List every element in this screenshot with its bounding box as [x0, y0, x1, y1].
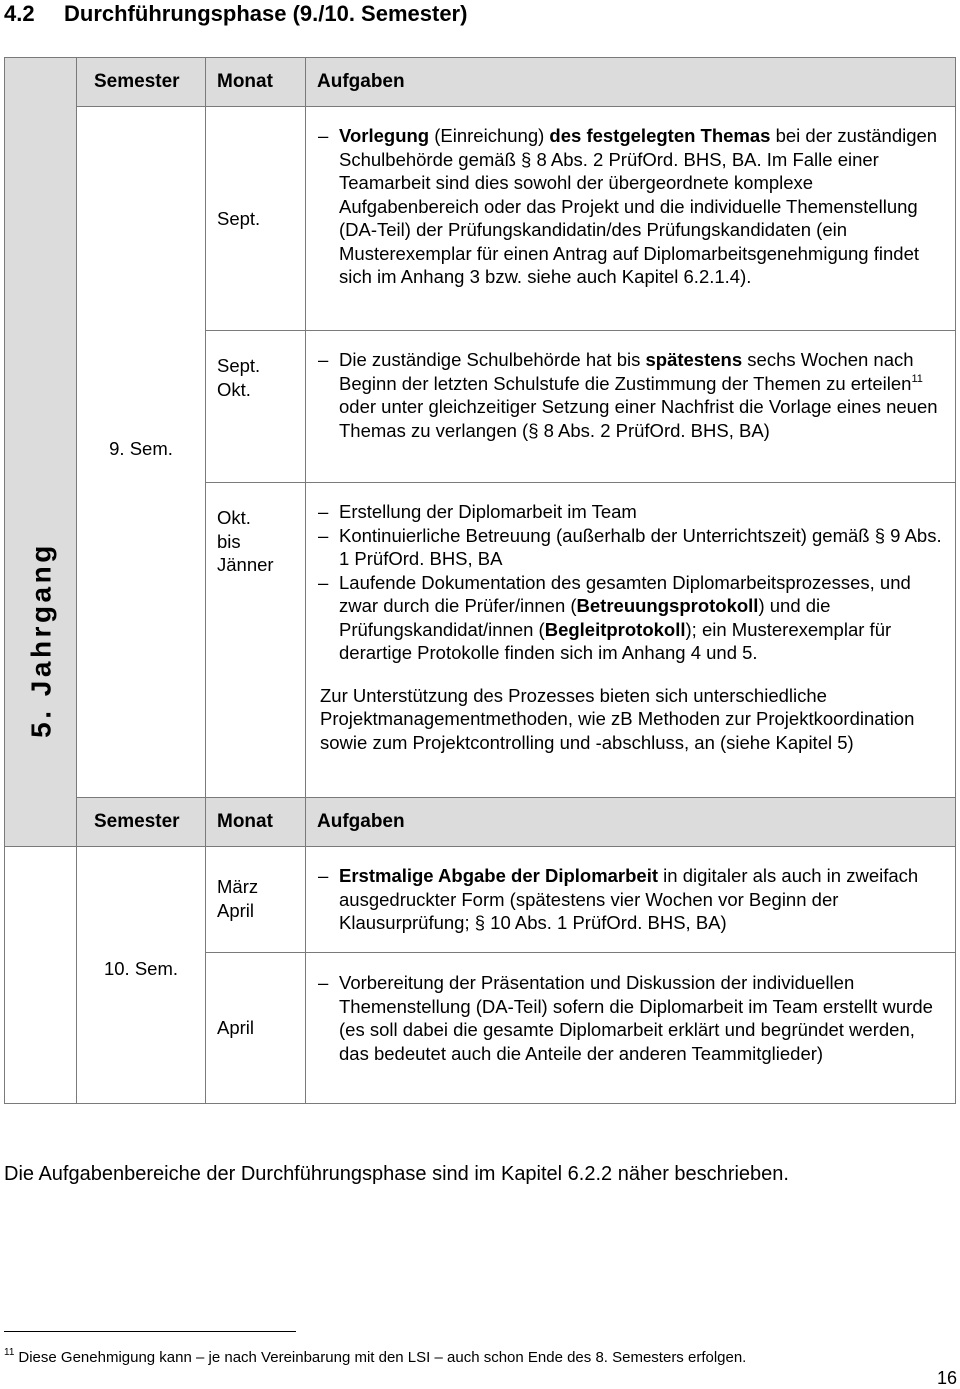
schedule-table	[4, 57, 956, 1104]
month-label: Okt.	[217, 507, 251, 528]
year-label: 5. Jahrgang	[25, 542, 57, 738]
footnote-ref: 11	[911, 372, 923, 385]
tasks-cell	[306, 953, 956, 1104]
task-list	[306, 348, 945, 442]
month-cell	[206, 483, 306, 798]
section-title: Durchführungsphase (9./10. Semester)	[64, 1, 468, 26]
tasks-cell	[306, 483, 956, 798]
task-item: – Vorlegung (Einreichung) des festgelegten Themas bei der zuständigen Schulbehörde gemäß § 8 Abs. 2 PrüfOrd. BHS, BA. Im Falle einer Teamarbeit sind dies sowohl der übergeordnete komplexe Aufgabenbereich oder das Projekt und die individuelle Themenstellung (DA-Teil) der Prüfungskandidatin/des Prüfungskandidaten (ein Musterexemplar für einen Antrag auf Diplomarbeitsgenehmigung findet sich im Anhang 3 bzw. siehe auch Kapitel 6.2.1.4).	[306, 124, 945, 289]
header-aufgaben: Aufgaben	[306, 58, 956, 107]
tasks-cell	[306, 107, 956, 331]
task-item: – Erstmalige Abgabe der Diplomarbeit in digitaler als auch in zweifach ausgedruckter Form (spätestens vier Wochen vor Beginn der Klausurprüfung; § 10 Abs. 1 PrüfOrd. BHS, BA)	[306, 864, 945, 935]
section-number: 4.2	[4, 1, 35, 26]
semester-label: 10. Sem.	[103, 958, 179, 979]
task-list	[306, 971, 945, 1065]
tasks-cell	[306, 331, 956, 483]
table-row	[5, 107, 956, 331]
month-label: April	[217, 899, 255, 921]
task-list	[306, 500, 945, 665]
month-cell	[206, 847, 306, 953]
year-column-continued	[5, 847, 77, 1104]
month-label: Okt.	[217, 378, 251, 400]
month-label: April	[217, 1017, 255, 1039]
footnote	[4, 1343, 746, 1368]
month-label: Sept.	[217, 207, 261, 229]
page-number: 16	[936, 1368, 957, 1388]
semester-cell	[77, 107, 206, 798]
header-monat: Monat	[206, 798, 306, 847]
month-label: März	[217, 876, 259, 897]
tasks-cell	[306, 847, 956, 953]
footnote-divider	[4, 1331, 296, 1332]
task-item: – Erstellung der Diplomarbeit im Team	[306, 500, 945, 524]
table-header-row	[5, 58, 956, 107]
month-label: Sept.	[217, 355, 261, 376]
month-cell	[206, 953, 306, 1104]
header-semester: Semester	[77, 798, 206, 847]
month-label: bis	[217, 530, 241, 552]
section-heading	[4, 0, 467, 28]
semester-cell	[77, 847, 206, 1104]
task-item: – Vorbereitung der Präsentation und Diskussion der individuellen Themenstellung (DA-Teil) sofern die Diplomarbeit im Team erstellt wurde (es soll dabei die gesamte Diplomarbeit erklärt und begründet werden, das bedeutet auch die Anteile der anderen Teammitglieder)	[306, 971, 945, 1065]
header-semester: Semester	[77, 58, 206, 107]
month-cell	[206, 331, 306, 483]
task-list	[306, 124, 945, 289]
table-header-row	[5, 798, 956, 847]
task-list	[306, 864, 945, 935]
footnote-text: Diese Genehmigung kann – je nach Vereinbarung mit den LSI – auch schon Ende des 8. Semesters erfolgen.	[18, 1349, 747, 1366]
footnote-number: 11	[4, 1347, 15, 1358]
header-aufgaben: Aufgaben	[306, 798, 956, 847]
header-monat: Monat	[206, 58, 306, 107]
summary-text: Die Aufgabenbereiche der Durchführungsphase sind im Kapitel 6.2.2 näher beschrieben.	[4, 1163, 789, 1185]
task-item: – Laufende Dokumentation des gesamten Diplomarbeitsprozesses, und zwar durch die Prüfer/innen (Betreuungsprotokoll) und die Prüfungskandidat/innen (Begleitprotokoll); ein Musterexemplar für derartige Protokolle finden sich im Anhang 4 und 5.	[306, 571, 945, 665]
task-item: – Die zuständige Schulbehörde hat bis spätestens sechs Wochen nach Beginn der letzten Schulstufe die Zustimmung der Themen zu erteilen$^{11}$ oder unter gleichzeitiger Setzung einer Nachfrist die Vorlage eines neuen Themas zu verlangen (§ 8 Abs. 2 PrüfOrd. BHS, BA)	[306, 348, 945, 442]
table-row	[5, 847, 956, 953]
task-item: – Kontinuierliche Betreuung (außerhalb der Unterrichtszeit) gemäß § 9 Abs. 1 PrüfOrd. BHS, BA	[306, 524, 945, 571]
month-cell	[206, 107, 306, 331]
month-label: Jänner	[217, 554, 274, 575]
semester-label: 9. Sem.	[109, 438, 173, 459]
year-column	[5, 58, 77, 847]
support-paragraph: Zur Unterstützung des Prozesses bieten sich unterschiedliche Projektmanagementmethoden, wie zB Methoden zur Projektkoordination sowie zum Projektcontrolling und -abschluss, an (siehe Kapitel 5)	[320, 684, 915, 753]
